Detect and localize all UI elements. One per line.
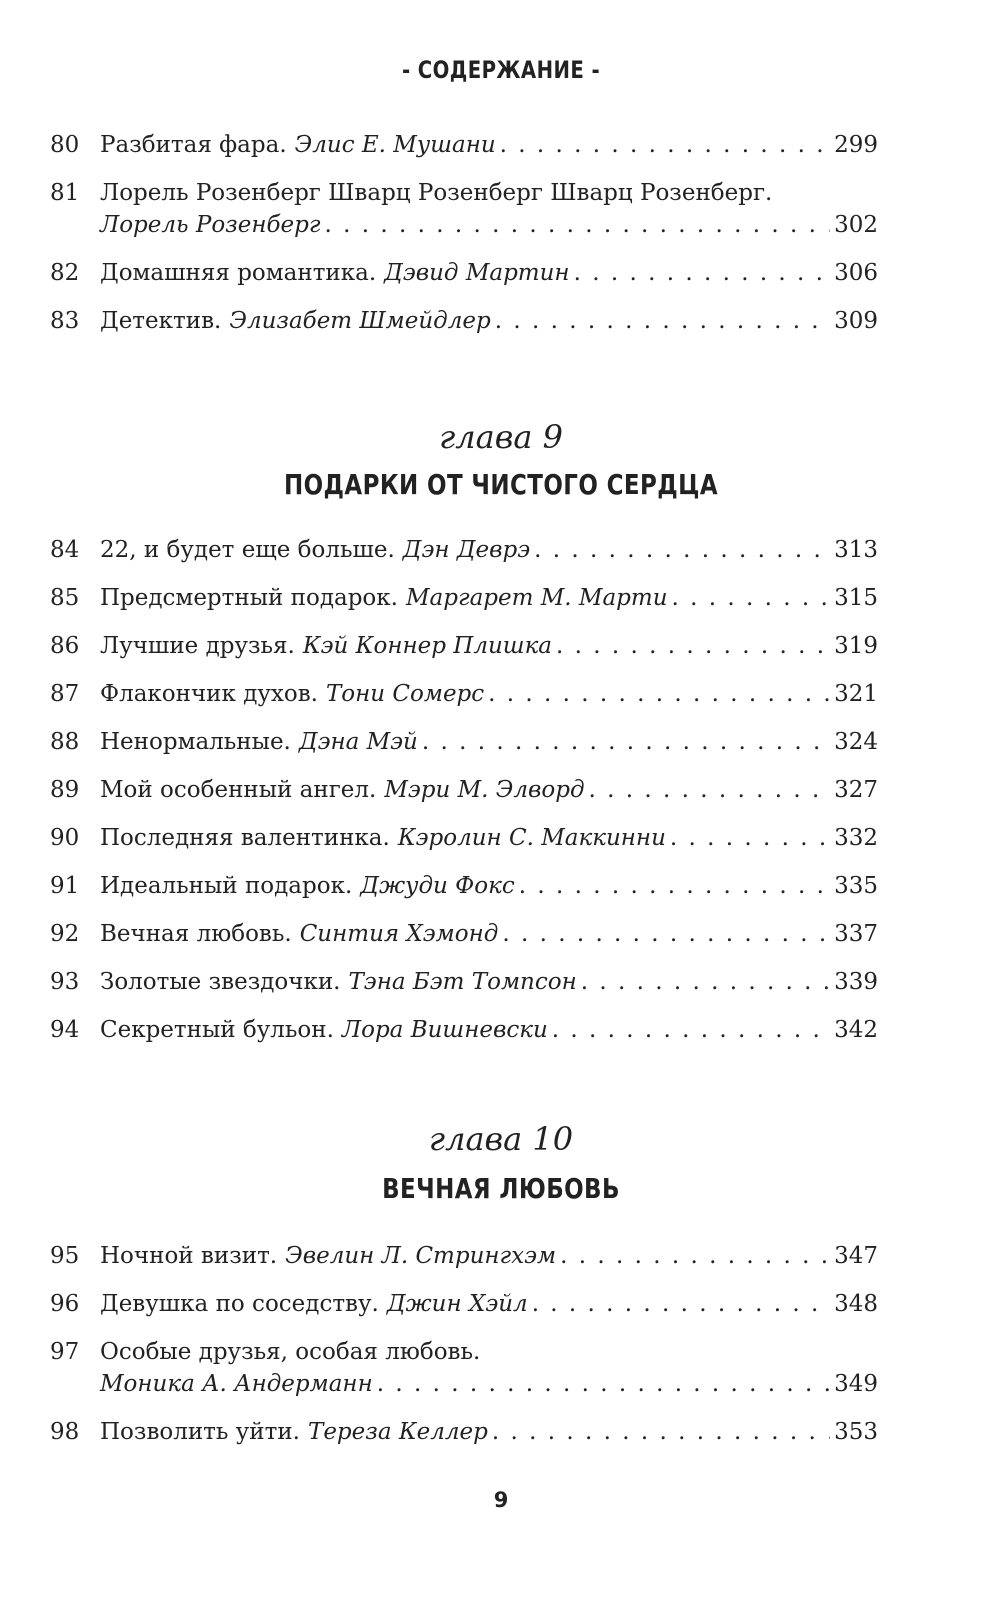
entry-title: Мой особенный ангел. — [100, 777, 377, 803]
entry-number: 91 — [50, 873, 80, 899]
entry-title: Детектив. — [100, 308, 222, 334]
entry-page: 353 — [834, 1419, 878, 1445]
entry-number: 84 — [50, 537, 80, 563]
entry-title: Вечная любовь. — [100, 921, 292, 947]
entry-title: Домашняя романтика. — [100, 260, 377, 286]
entry-number: 83 — [50, 308, 80, 334]
toc-entry — [50, 680, 878, 708]
entry-page: 349 — [834, 1371, 878, 1397]
entry-title: Секретный бульон. — [100, 1017, 334, 1043]
entry-title: Флакончик духов. — [100, 681, 318, 707]
toc-entry — [50, 824, 878, 852]
entry-author: Моника А. Андерманн — [100, 1371, 373, 1397]
entry-number: 93 — [50, 969, 80, 995]
entry-page: 332 — [834, 825, 878, 851]
toc-entry — [50, 728, 878, 756]
dot-leader — [377, 1370, 830, 1398]
entry-author: Джин Хэйл — [386, 1291, 528, 1317]
entry-page: 306 — [834, 260, 878, 286]
entry-author: Джуди Фокс — [360, 873, 515, 899]
entry-number: 86 — [50, 633, 80, 659]
entry-page: 299 — [834, 132, 878, 158]
entry-number: 94 — [50, 1017, 80, 1043]
chapter-9-title: ПОДАРКИ ОТ ЧИСТОГО СЕРДЦА — [283, 468, 719, 501]
toc-entry — [50, 776, 878, 804]
entry-author: Маргарет М. Марти — [405, 585, 668, 611]
toc-entry — [50, 1418, 878, 1446]
toc-entry — [50, 1016, 878, 1044]
entry-title: Позволить уйти. — [100, 1419, 300, 1445]
entry-page: 321 — [834, 681, 878, 707]
toc-entry — [50, 968, 878, 996]
entry-author: Элис Е. Мушани — [294, 132, 496, 158]
entry-number: 87 — [50, 681, 80, 707]
entry-author: Мэри М. Элворд — [384, 777, 585, 803]
entry-page: 313 — [834, 537, 878, 563]
toc-entry — [50, 259, 878, 287]
entry-author: Лорель Розенберг — [100, 212, 321, 238]
entry-number: 81 — [50, 180, 80, 206]
dot-leader — [589, 776, 831, 804]
page-number: 9 — [493, 1488, 509, 1512]
dot-leader — [581, 968, 830, 996]
entry-number: 82 — [50, 260, 80, 286]
entry-page: 347 — [834, 1243, 878, 1269]
entry-number: 97 — [50, 1339, 80, 1365]
entry-author: Кэй Коннер Плишка — [302, 633, 553, 659]
entry-title: Особые друзья, особая любовь. — [100, 1339, 481, 1365]
chapter-10-label: глава 10 — [428, 1120, 574, 1158]
dot-leader — [324, 211, 830, 239]
entry-page: 324 — [834, 729, 878, 755]
entry-number: 88 — [50, 729, 80, 755]
entry-number: 85 — [50, 585, 80, 611]
entry-page: 348 — [834, 1291, 878, 1317]
entry-title: Последняя валентинка. — [100, 825, 390, 851]
dot-leader — [560, 1242, 830, 1270]
toc-entry — [50, 1338, 878, 1398]
entry-title: Лучшие друзья. — [100, 633, 295, 659]
entry-page: 319 — [834, 633, 878, 659]
toc-entry — [50, 536, 878, 564]
entry-author: Тэна Бэт Томпсон — [348, 969, 577, 995]
entry-title: Разбитая фара. — [100, 132, 287, 158]
dot-leader — [500, 131, 830, 159]
entry-author: Лора Вишневски — [341, 1017, 548, 1043]
entry-page: 315 — [834, 585, 878, 611]
entry-page: 339 — [834, 969, 878, 995]
entry-number: 98 — [50, 1419, 80, 1445]
dot-leader — [502, 920, 830, 948]
running-head: - СОДЕРЖАНИЕ - — [401, 56, 601, 84]
toc-entry — [50, 920, 878, 948]
dot-leader — [532, 1290, 830, 1318]
dot-leader — [495, 307, 830, 335]
toc-entry — [50, 632, 878, 660]
entry-number: 90 — [50, 825, 80, 851]
entry-page: 309 — [834, 308, 878, 334]
entry-page: 337 — [834, 921, 878, 947]
toc-entry — [50, 131, 878, 159]
entry-title: Ненормальные. — [100, 729, 291, 755]
entry-author: Дэвид Мартин — [384, 260, 570, 286]
entry-author: Кэролин С. Маккинни — [397, 825, 666, 851]
entry-author: Тони Сомерс — [325, 681, 485, 707]
dot-leader — [519, 872, 830, 900]
dot-leader — [556, 632, 830, 660]
entry-author: Эвелин Л. Стрингхэм — [285, 1243, 557, 1269]
entry-page: 327 — [834, 777, 878, 803]
entry-title: Девушка по соседству. — [100, 1291, 379, 1317]
toc-list-chapter-9 — [50, 536, 878, 1064]
dot-leader — [670, 824, 830, 852]
entry-title: 22, и будет еще больше. — [100, 537, 395, 563]
chapter-10-title: ВЕЧНАЯ ЛЮБОВЬ — [382, 1172, 620, 1205]
dot-leader — [534, 536, 830, 564]
entry-title: Ночной визит. — [100, 1243, 278, 1269]
toc-entry — [50, 307, 878, 335]
toc-entry — [50, 584, 878, 612]
toc-list-chapter-10 — [50, 1242, 878, 1466]
entry-author: Тереза Келлер — [307, 1419, 488, 1445]
dot-leader — [492, 1418, 830, 1446]
dot-leader — [574, 259, 831, 287]
dot-leader — [672, 584, 831, 612]
toc-entry — [50, 179, 878, 239]
entry-number: 95 — [50, 1243, 80, 1269]
toc-entry — [50, 1242, 878, 1270]
entry-page: 302 — [834, 212, 878, 238]
entry-number: 96 — [50, 1291, 80, 1317]
entry-title: Идеальный подарок. — [100, 873, 353, 899]
entry-number: 80 — [50, 132, 80, 158]
chapter-9-label: глава 9 — [439, 418, 563, 456]
entry-page: 335 — [834, 873, 878, 899]
entry-author: Элизабет Шмейдлер — [229, 308, 491, 334]
entry-author: Синтия Хэмонд — [299, 921, 499, 947]
entry-number: 92 — [50, 921, 80, 947]
entry-title: Лорель Розенберг Шварц Розенберг Шварц Розенберг. — [100, 180, 773, 206]
entry-page: 342 — [834, 1017, 878, 1043]
entry-author: Дэн Деврэ — [402, 537, 531, 563]
toc-entry — [50, 872, 878, 900]
entry-number: 89 — [50, 777, 80, 803]
dot-leader — [422, 728, 830, 756]
dot-leader — [488, 680, 830, 708]
entry-author: Дэна Мэй — [298, 729, 418, 755]
toc-entry — [50, 1290, 878, 1318]
toc-list-top — [50, 131, 878, 355]
dot-leader — [552, 1016, 830, 1044]
entry-title: Предсмертный подарок. — [100, 585, 398, 611]
entry-title: Золотые звездочки. — [100, 969, 341, 995]
